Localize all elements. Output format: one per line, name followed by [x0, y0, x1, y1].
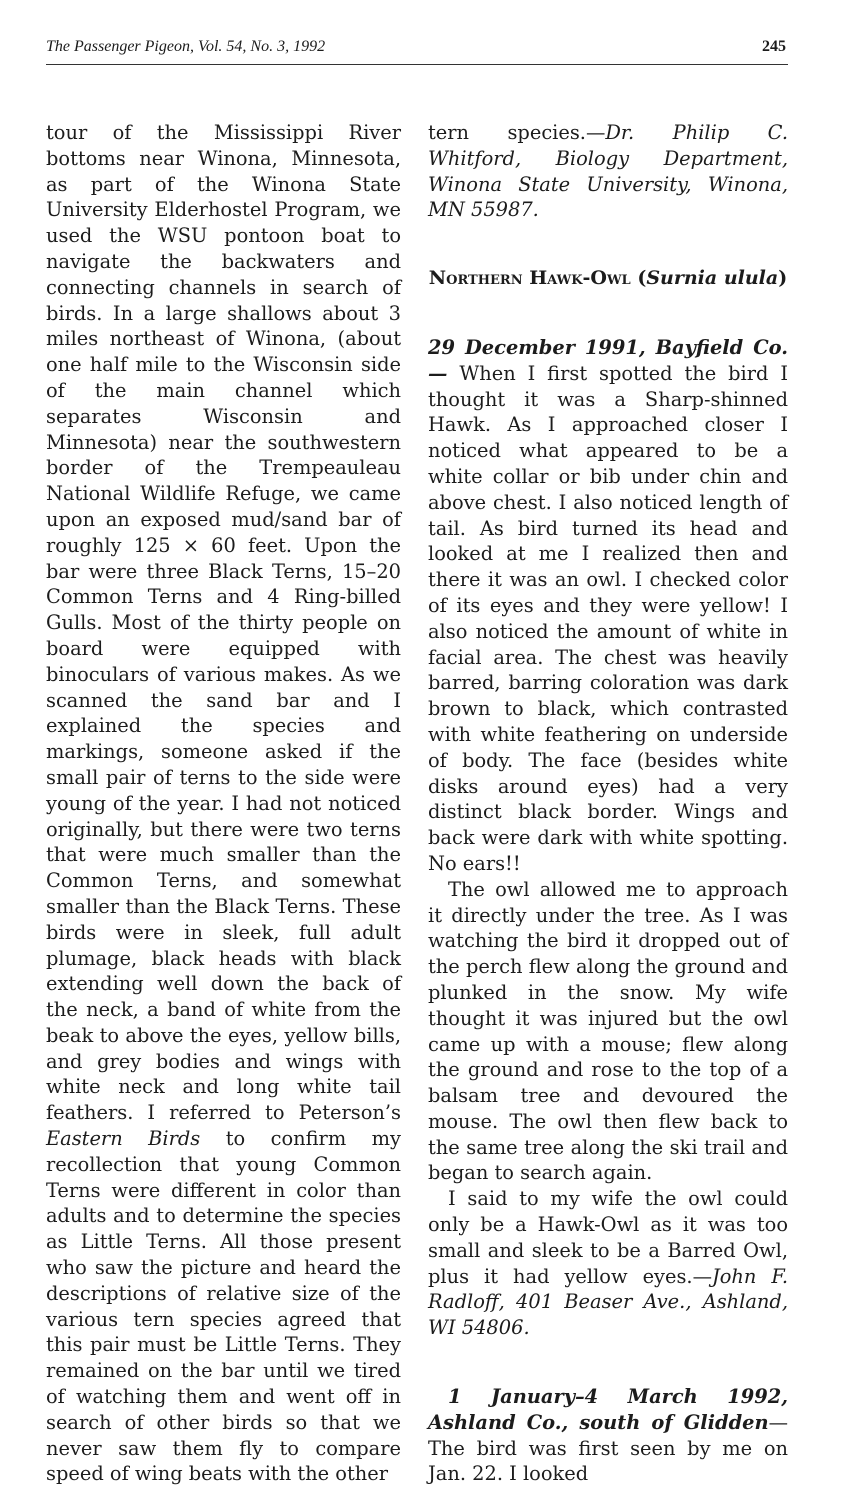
- book-title: Eastern Birds: [46, 1127, 201, 1151]
- record-1-paragraph-3: [428, 1186, 788, 1341]
- author-signature: John F. Radloff, 401 Beaser Ave., Ashland, WI 54806.: [428, 1264, 788, 1340]
- record-text: When I first spotted the bird I thought it was a Sharp-shinned Hawk. As I approached closer I noticed what appeared to be a white collar or bib under chin and above chest. I also noticed length of tail. As bird turned its head and looked at me I realized then and there it was an owl. I checked color of its eyes and they were yellow! I also noticed the amount of white in facial area. The chest was heavily barred, barring coloration was dark brown to black, which contrasted with white feathering on underside of body. The face (besides white disks around eyes) had a very distinct black border. Wings and back were dark with white spotting. No ears!!: [428, 361, 788, 875]
- page-number: 245: [762, 38, 786, 55]
- left-column: [46, 120, 401, 1487]
- continuation-text: tern species.—: [428, 121, 606, 144]
- spacer: [428, 292, 788, 335]
- record-heading: 29 December 1991, Bayfield Co.—: [428, 335, 788, 385]
- latin-name: Surnia ulula: [646, 267, 779, 290]
- record-text: I said to my wife the owl could only be a Hawk-Owl as it was too small and sleek to be a Barred Owl, plus it had yellow eyes.—: [428, 1187, 788, 1288]
- latin-close-paren: ): [778, 267, 788, 290]
- section-title: [428, 266, 788, 292]
- spacer: [428, 223, 788, 266]
- right-column: [428, 120, 788, 1487]
- journal-citation: The Passenger Pigeon, Vol. 54, No. 3, 1992: [46, 38, 326, 55]
- latin-open-paren: (: [637, 267, 647, 290]
- record-1-paragraph-2: The owl allowed me to approach it directly under the tree. As I was watching the bird it dropped out of the perch flew along the ground and plunked in the snow. My wife thought it was injured but the owl came up with a mouse; flew along the ground and rose to the top of a balsam tree and devoured the mouse. The owl then flew back to the same tree along the ski trail and began to search again.: [428, 877, 788, 1185]
- author-signature: Dr. Philip C. Whitford, Biology Department, Winona State University, Winona, MN 55987.: [428, 121, 788, 222]
- species-name: Northern Hawk-Owl: [428, 267, 631, 290]
- paragraph-text-continued: to confirm my recollection that young Common Terns were different in color than adults and to determine the species as Little Terns. All those present who saw the picture and heard the descriptions of relative size of the various tern species agreed that this pair must be Little Terns. They remained on the bar until we tired of watching them and went off in search of other birds so that we never saw them fly to compare speed of wing beats with the other: [46, 1127, 401, 1486]
- paragraph-continuation: [428, 120, 788, 223]
- paragraph-text: tour of the Mississippi River bottoms near Winona, Minnesota, as part of the Winona State University Elderhostel Program, we used the WSU pontoon boat to navigate the backwaters and connecting channels in search of birds. In a large shallows about 3 miles northeast of Winona, (about one half mile to the Wisconsin side of the main channel which separates Wisconsin and Minnesota) near the southwestern border of the Trempeauleau National Wildlife Refuge, we came upon an exposed mud/sand bar of roughly 125 × 60 feet. Upon the bar were three Black Terns, 15–20 Common Terns and 4 Ring-billed Gulls. Most of the thirty people on board were equipped with binoculars of various makes. As we scanned the sand bar and I explained the species and markings, someone asked if the small pair of terns to the side were young of the year. I had not noticed originally, but there were two terns that were much smaller than the Common Terns, and somewhat smaller than the Black Terns. These birds were in sleek, full adult plumage, black heads with black extending well down the back of the neck, a band of white from the beak to above the eyes, yellow bills, and grey bodies and wings with white neck and long white tail feathers. I referred to Peterson’s: [46, 121, 401, 1125]
- running-header: [46, 38, 788, 65]
- spacer: [428, 1341, 788, 1384]
- record-text: —The bird was first seen by me on Jan. 22. I looked: [428, 1410, 788, 1486]
- paragraph-little-terns: [46, 120, 401, 1487]
- record-2-paragraph: [428, 1384, 788, 1487]
- record-heading: 1 January–4 March 1992, Ashland Co., south of Glidden: [428, 1385, 788, 1434]
- record-1-paragraph: [428, 335, 788, 877]
